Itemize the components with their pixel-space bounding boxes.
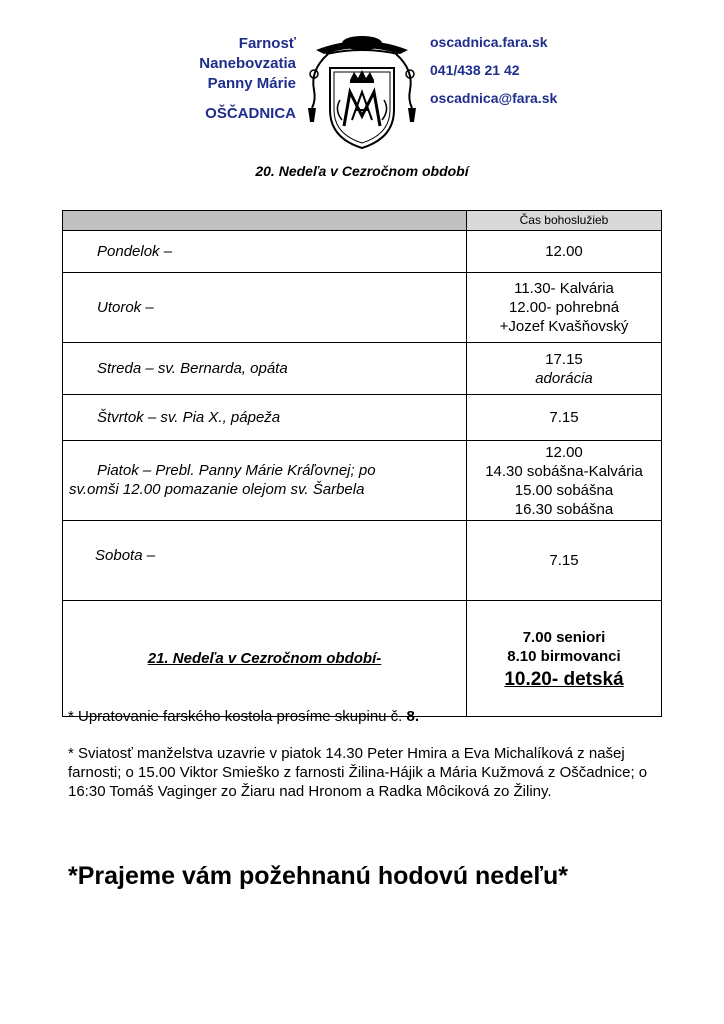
website-link[interactable]: oscadnica.fara.sk [430,34,548,50]
table-row-sunday [63,601,662,717]
day-label: Streda – sv. Bernarda, opáta [97,360,288,377]
parish-line-3: Panny Márie [207,75,296,92]
time-entry: 16.30 sobášna [514,500,614,518]
time-entry: 7.15 [549,552,579,569]
cleaning-note-text: * Upratovanie farského kostola prosíme skupinu č. [68,708,403,725]
announcements [68,707,668,819]
parish-contacts [430,34,557,118]
table-row [63,343,662,395]
day-label: Pondelok – [97,243,173,260]
header-time-cell: Čas bohoslužieb [467,211,662,231]
cleaning-note [68,707,668,726]
day-label: Sobota – [95,547,156,564]
table-header-row [63,211,662,231]
closing-greeting: *Prajeme vám požehnanú hodovú nedeľu* [68,862,569,890]
sunday-label: 21. Nedeľa v Cezročnom období- [147,650,382,667]
time-entry: 17.15 [545,350,583,368]
time-entry: adorácia [535,369,593,387]
time-entry: 12.00 [545,243,583,260]
time-entry: 12.00- pohrebná [508,299,620,316]
time-entry: 7.00 seniori [522,629,606,646]
table-row [63,231,662,273]
table-row [63,395,662,441]
time-entry: 8.10 birmovanci [507,648,621,665]
time-entry: 11.30- Kalvária [514,280,614,297]
time-entry: 14.30 sobášna-Kalvária [485,462,643,480]
header-day-cell [63,211,467,231]
day-label: Štvrtok – sv. Pia X., pápeža [97,409,281,426]
table-row [63,521,662,601]
mass-schedule-table [62,210,662,717]
day-label: Piatok – Prebl. Panny Márie Kráľovnej; po sv.omši 12.00 pomazanie olejom sv. Šarbela [69,462,376,498]
email-link[interactable]: oscadnica@fara.sk [430,90,558,106]
time-entry: +Jozef Kvašňovský [499,318,629,335]
table-row [63,273,662,343]
wedding-note: * Sviatosť manželstva uzavrie v piatok 14.30 Peter Hmira a Eva Michalíková z našej farnosti; o 15.00 Viktor Smieško z farnosti Žilina-Hájik a Mária Kužmová z Oščadnice; o 16:30 Tomáš Vaginger zo Žiaru nad Hronom a Radka Môciková zo Žiliny. [68,745,648,800]
page-title: 20. Nedeľa v Cezročnom období [255,163,469,179]
parish-line-2: Nanebovzatia [199,55,296,72]
cleaning-group: 8. [406,708,420,725]
parish-town: OŠČADNICA [205,105,296,122]
phone-number: 041/438 21 42 [430,62,520,78]
parish-name [150,34,296,124]
time-entry: 7.15 [549,409,579,426]
time-entry: 15.00 sobášna [514,481,614,499]
table-row [63,441,662,521]
parish-line-1: Farnosť [238,35,296,52]
parish-crest-icon [304,30,420,150]
time-entry-highlight: 10.20- detská [504,669,624,690]
time-entry: 12.00 [545,443,583,461]
day-label: Utorok – [97,299,154,316]
